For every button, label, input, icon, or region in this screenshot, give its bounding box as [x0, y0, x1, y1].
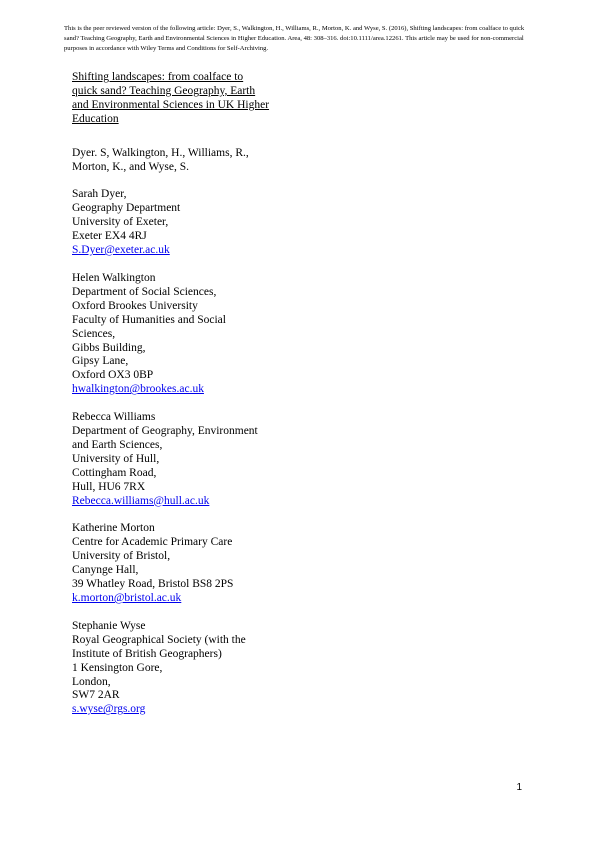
affiliations-list	[72, 188, 302, 717]
title-line: and Environmental Sciences in UK Higher	[72, 98, 270, 111]
address-line: Geography Department	[72, 202, 181, 215]
address-line: Gibbs Building,	[72, 341, 146, 354]
affiliation-block	[72, 188, 302, 258]
address-line: Oxford Brookes University	[72, 299, 198, 312]
address-line: Department of Geography, Environment	[72, 425, 258, 438]
affiliation-block	[72, 411, 302, 508]
address-line: Oxford OX3 0BP	[72, 369, 154, 382]
email-link[interactable]: hwalkington@brookes.ac.uk	[72, 383, 204, 396]
affiliation-block	[72, 522, 302, 605]
address-line: Gipsy Lane,	[72, 355, 129, 368]
address-line: 1 Kensington Gore,	[72, 661, 163, 674]
page-number: 1	[516, 782, 522, 793]
author-name: Rebecca Williams	[72, 411, 156, 424]
address-line: 39 Whatley Road, Bristol BS8 2PS	[72, 578, 234, 591]
address-line: Canynge Hall,	[72, 564, 139, 577]
address-line: London,	[72, 675, 111, 688]
title-line: quick sand? Teaching Geography, Earth	[72, 84, 256, 97]
address-line: Exeter EX4 4RJ	[72, 230, 147, 243]
affiliation-block	[72, 272, 302, 397]
email-link[interactable]: Rebecca.williams@hull.ac.uk	[72, 494, 210, 507]
author-name: Katherine Morton	[72, 522, 155, 535]
title-line: Shifting landscapes: from coalface to	[72, 71, 244, 83]
address-line: University of Hull,	[72, 452, 160, 465]
address-line: Institute of British Geographers)	[72, 647, 222, 660]
author-list	[72, 147, 302, 175]
address-line: Cottingham Road,	[72, 466, 157, 479]
address-line: University of Bristol,	[72, 550, 171, 563]
address-line: Centre for Academic Primary Care	[72, 536, 233, 549]
paper-title	[72, 71, 302, 127]
address-line: and Earth Sciences,	[72, 438, 163, 451]
author-name: Stephanie Wyse	[72, 619, 146, 632]
author-name: Sarah Dyer,	[72, 188, 127, 201]
title-line: Education	[72, 112, 119, 125]
address-line: Hull, HU6 7RX	[72, 480, 146, 493]
affiliation-block	[72, 620, 302, 717]
address-line: Faculty of Humanities and Social	[72, 313, 226, 326]
author-line: Morton, K., and Wyse, S.	[72, 160, 189, 173]
address-line: Sciences,	[72, 327, 116, 340]
author-line: Dyer. S, Walkington, H., Williams, R.,	[72, 146, 249, 159]
author-name: Helen Walkington	[72, 271, 156, 284]
document-body	[72, 71, 302, 717]
address-line: Department of Social Sciences,	[72, 285, 217, 298]
address-line: Royal Geographical Society (with the	[72, 633, 246, 646]
address-line: SW7 2AR	[72, 689, 120, 702]
article-citation-note: This is the peer reviewed version of the following article: Dyer, S., Walkington, H., Williams, R., Morton, K. and Wyse, S. (2016), Shifting landscapes: from coalface to quick sand? Teaching Geography, Earth and Environmental Sciences in Higher Education. Area, 48: 308–316. doi:10.1111/area.12261. This article may be used for non-commercial purposes in accordance with Wiley Terms and Conditions for Self-Archiving.	[64, 25, 525, 52]
email-link[interactable]: S.Dyer@exeter.ac.uk	[72, 244, 170, 257]
address-line: University of Exeter,	[72, 216, 169, 229]
email-link[interactable]: s.wyse@rgs.org	[72, 703, 146, 716]
email-link[interactable]: k.morton@bristol.ac.uk	[72, 592, 182, 604]
